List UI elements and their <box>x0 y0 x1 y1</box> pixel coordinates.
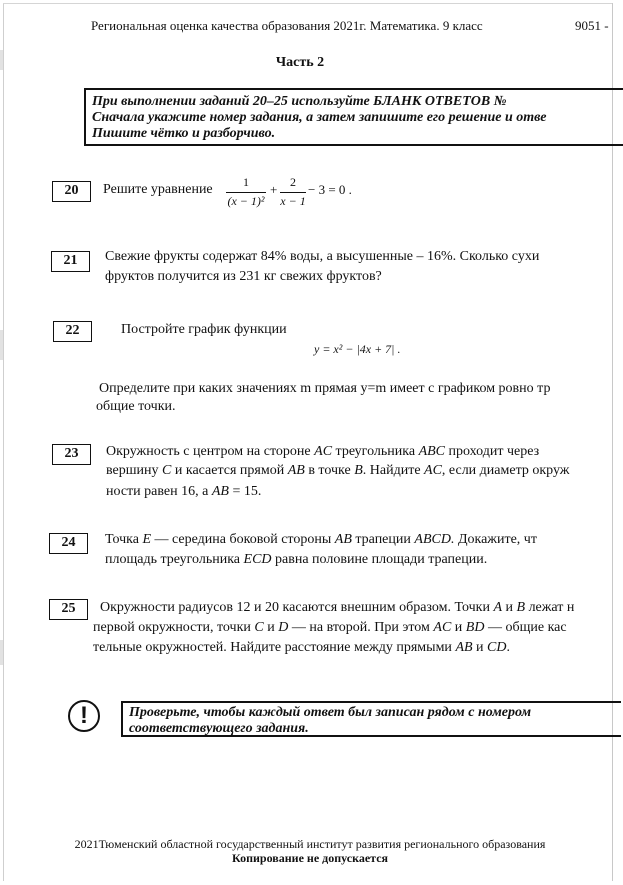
exclamation-icon: ! <box>68 700 100 732</box>
math-var: E <box>142 532 152 547</box>
task-22-prompt: Постройте график функции <box>121 322 287 337</box>
math-var: AB <box>455 640 473 655</box>
math-var: AC <box>314 444 333 459</box>
text: . Найдите <box>362 463 425 478</box>
math-var: B <box>354 463 363 478</box>
page-border-top <box>3 3 613 4</box>
part-title <box>0 55 623 71</box>
text: треугольника <box>332 444 419 459</box>
footer-copy-text: Копирование не допускается <box>231 851 389 865</box>
task-25-line-1 <box>100 599 574 617</box>
task-22-line-1: Определите при каких значениях m прямая y=m имеет с графиком ровно тр <box>99 381 551 396</box>
text: и <box>472 640 488 655</box>
text: и <box>263 620 279 635</box>
instructions-box <box>84 88 623 146</box>
instructions-line-1: При выполнении заданий 20–25 используйте БЛАНК ОТВЕТОВ № <box>92 94 507 109</box>
task-22-formula: y = x² − |4x + 7| . <box>314 342 401 356</box>
task-24-line-1 <box>105 531 537 549</box>
math-var: C <box>162 463 172 478</box>
text: — на второй. При этом <box>288 620 434 635</box>
math-var: AB <box>334 532 352 547</box>
text: первой окружности, точки <box>93 620 255 635</box>
text: лежат н <box>525 600 575 615</box>
page-border-left <box>3 3 4 881</box>
task-25-line-3 <box>93 639 510 657</box>
text: площадь треугольника <box>105 552 244 567</box>
math-var: A <box>493 600 502 615</box>
text: трапеции <box>351 532 415 547</box>
text: и <box>451 620 466 635</box>
task-23-line-1 <box>106 443 539 461</box>
math-var: AB <box>287 463 305 478</box>
part-title-text: Часть 2 <box>275 55 325 70</box>
scan-mark <box>0 330 3 360</box>
text: Докажите, чт <box>454 532 537 547</box>
task-21-number: 21 <box>51 251 90 272</box>
header-code: 9051 - <box>575 18 609 33</box>
text: Окружность с центром на стороне <box>106 444 315 459</box>
instructions-line-3: Пишите чётко и разборчиво. <box>92 126 276 141</box>
text: и касается прямой <box>171 463 288 478</box>
task-25-number: 25 <box>49 599 88 620</box>
task-20-frac2-numerator: 2 <box>290 175 296 189</box>
math-var: AC <box>424 463 442 478</box>
task-20-frac1-bar <box>226 192 266 193</box>
task-20-frac1-numerator: 1 <box>243 175 249 189</box>
task-23-line-2 <box>106 462 569 480</box>
task-20-plus: + <box>270 182 278 197</box>
task-20-frac2-denominator: x − 1 <box>280 194 306 208</box>
footer-org <box>0 837 623 852</box>
math-var: D <box>278 620 289 635</box>
math-var: BD <box>465 620 485 635</box>
math-var: AC <box>433 620 452 635</box>
math-var: ABCD. <box>414 532 455 547</box>
math-var: AB <box>211 484 229 499</box>
task-24-line-2 <box>105 551 487 569</box>
instructions-line-2: Сначала укажите номер задания, а затем запишите его решение и отве <box>92 110 547 125</box>
task-25-line-2 <box>93 619 567 637</box>
task-20-number: 20 <box>52 181 91 202</box>
text: равна половине площади трапеции. <box>271 552 488 567</box>
text: — общие кас <box>484 620 567 635</box>
text: проходит через <box>445 444 540 459</box>
math-var: C <box>254 620 264 635</box>
task-22-number: 22 <box>53 321 92 342</box>
task-20-frac1-denominator: (x − 1)² <box>227 194 265 208</box>
footer-copy <box>0 851 623 866</box>
task-23-line-3 <box>106 483 261 501</box>
text: Окружности радиусов 12 и 20 касаются внешним образом. Точки <box>100 600 494 615</box>
text: = 15. <box>228 484 262 499</box>
task-24-number: 24 <box>49 533 88 554</box>
scan-mark <box>0 640 3 665</box>
math-var: B <box>516 600 526 615</box>
task-20-prompt: Решите уравнение <box>103 182 213 197</box>
text: — середина боковой стороны <box>151 532 335 547</box>
text: . <box>506 640 510 655</box>
text: , если диаметр окруж <box>441 463 570 478</box>
text: и <box>502 600 517 615</box>
text: вершину <box>106 463 163 478</box>
math-var: ECD <box>243 552 272 567</box>
header-title: Региональная оценка качества образования 2021г. Математика. 9 класс <box>91 18 483 33</box>
notice-line-2: соответствующего задания. <box>129 721 309 736</box>
text: тельные окружностей. Найдите расстояние между прямыми <box>93 640 456 655</box>
footer-org-text: 2021Тюменский областной государственный институт развития регионального образования <box>74 837 546 851</box>
notice-box <box>121 701 621 737</box>
notice-line-1: Проверьте, чтобы каждый ответ был записан рядом с номером <box>129 705 532 720</box>
text: в точке <box>304 463 355 478</box>
task-23-number: 23 <box>52 444 91 465</box>
task-20-tail: − 3 = 0 . <box>308 182 352 197</box>
text: ности равен 16, а <box>106 484 212 499</box>
math-var: ABC <box>418 444 446 459</box>
task-21-line-1: Свежие фрукты содержат 84% воды, а высушенные – 16%. Сколько сухи <box>105 249 540 264</box>
task-22-line-2: общие точки. <box>96 399 176 414</box>
text: Точка <box>105 532 143 547</box>
task-20-frac2-bar <box>280 192 306 193</box>
task-21-line-2: фруктов получится из 231 кг свежих фруктов? <box>105 269 382 284</box>
math-var: CD <box>487 640 507 655</box>
